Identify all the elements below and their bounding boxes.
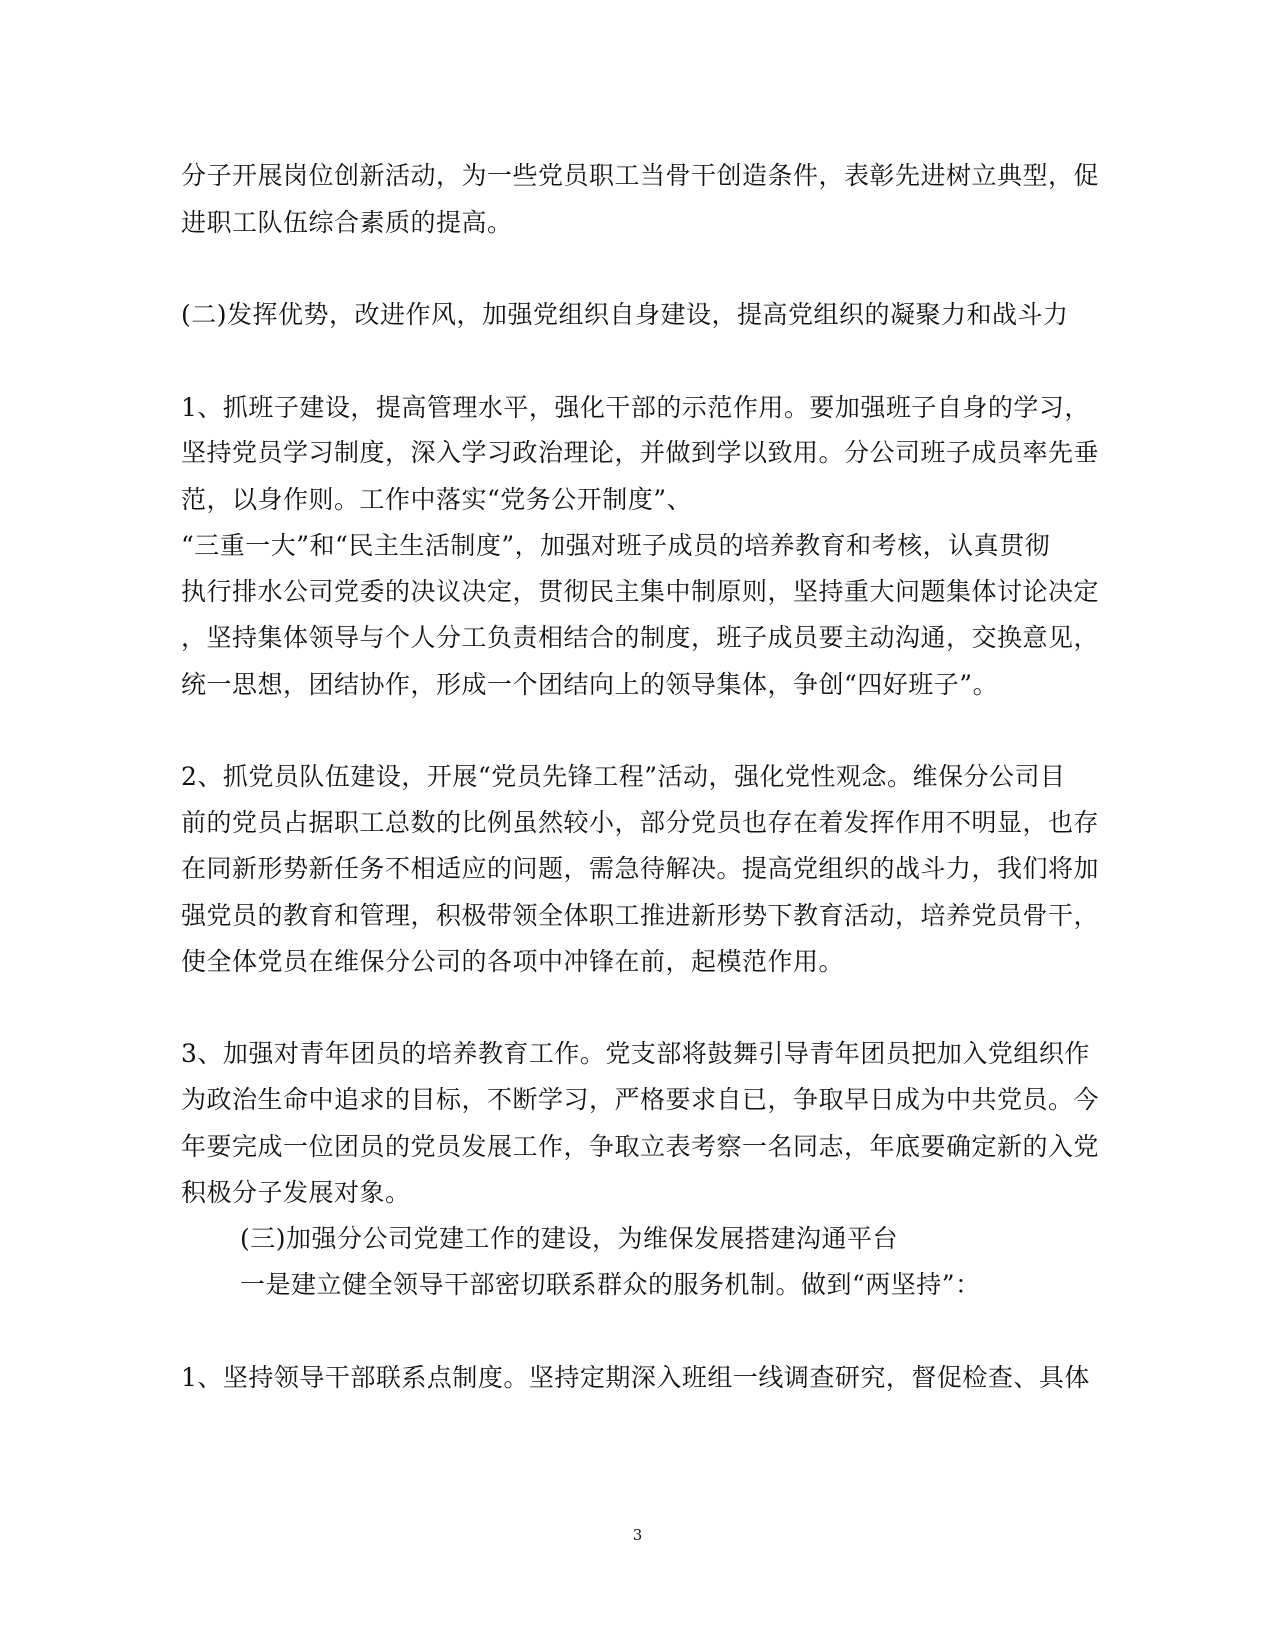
text-line: 强党员的教育和管理，积极带领全体职工推进新形势下教育活动，培养党员骨干， <box>181 901 1100 930</box>
section-heading: (三)加强分公司党建工作的建设，为维保发展搭建沟通平台 <box>240 1224 899 1253</box>
text-line: 执行排水公司党委的决议决定，贯彻民主集中制原则，坚持重大问题集体讨论决定 <box>181 577 1100 606</box>
text-line: 1、坚持领导干部联系点制度。坚持定期深入班组一线调查研究，督促检查、具体 <box>181 1363 1090 1392</box>
page-number: 3 <box>632 1526 643 1544</box>
text-line: 统一思想，团结协作，形成一个团结向上的领导集体，争创“四好班子”。 <box>181 670 999 699</box>
text-line: 年要完成一位团员的党员发展工作，争取立表考察一名同志，年底要确定新的入党 <box>181 1132 1100 1161</box>
section-heading: (二)发挥优势，改进作风，加强党组织自身建设，提高党组织的凝聚力和战斗力 <box>181 300 1069 329</box>
text-line: 前的党员占据职工总数的比例虽然较小，部分党员也存在着发挥作用不明显，也存 <box>181 808 1100 837</box>
text-line: 2、抓党员队伍建设，开展“党员先锋工程”活动，强化党性观念。维保分公司目 <box>181 762 1066 791</box>
text-line: 积极分子发展对象。 <box>181 1178 411 1207</box>
text-line: “三重一大”和“民主生活制度”，加强对班子成员的培养教育和考核，认真贯彻 <box>181 531 1051 560</box>
text-line: 一是建立健全领导干部密切联系群众的服务机制。做到“两坚持”： <box>240 1270 981 1299</box>
text-line: 为政治生命中追求的目标，不断学习，严格要求自已，争取早日成为中共党员。今 <box>181 1085 1100 1114</box>
text-line: ，坚持集体领导与个人分工负责相结合的制度，班子成员要主动沟通，交换意见， <box>181 623 1100 652</box>
text-line: 在同新形势新任务不相适应的问题，需急待解决。提高党组织的战斗力，我们将加 <box>181 854 1100 883</box>
text-line: 3、加强对青年团员的培养教育工作。党支部将鼓舞引导青年团员把加入党组织作 <box>181 1039 1090 1068</box>
text-line: 分子开展岗位创新活动，为一些党员职工当骨干创造条件，表彰先进树立典型，促 <box>181 161 1100 190</box>
text-line: 进职工队伍综合素质的提高。 <box>181 208 513 237</box>
text-line: 坚持党员学习制度，深入学习政治理论，并做到学以致用。分公司班子成员率先垂 <box>181 438 1100 467</box>
text-line: 使全体党员在维保分公司的各项中冲锋在前，起模范作用。 <box>181 947 845 976</box>
text-line: 范，以身作则。工作中落实“党务公开制度”、 <box>181 485 693 514</box>
text-line: 1、抓班子建设，提高管理水平，强化干部的示范作用。要加强班子自身的学习， <box>181 393 1090 422</box>
